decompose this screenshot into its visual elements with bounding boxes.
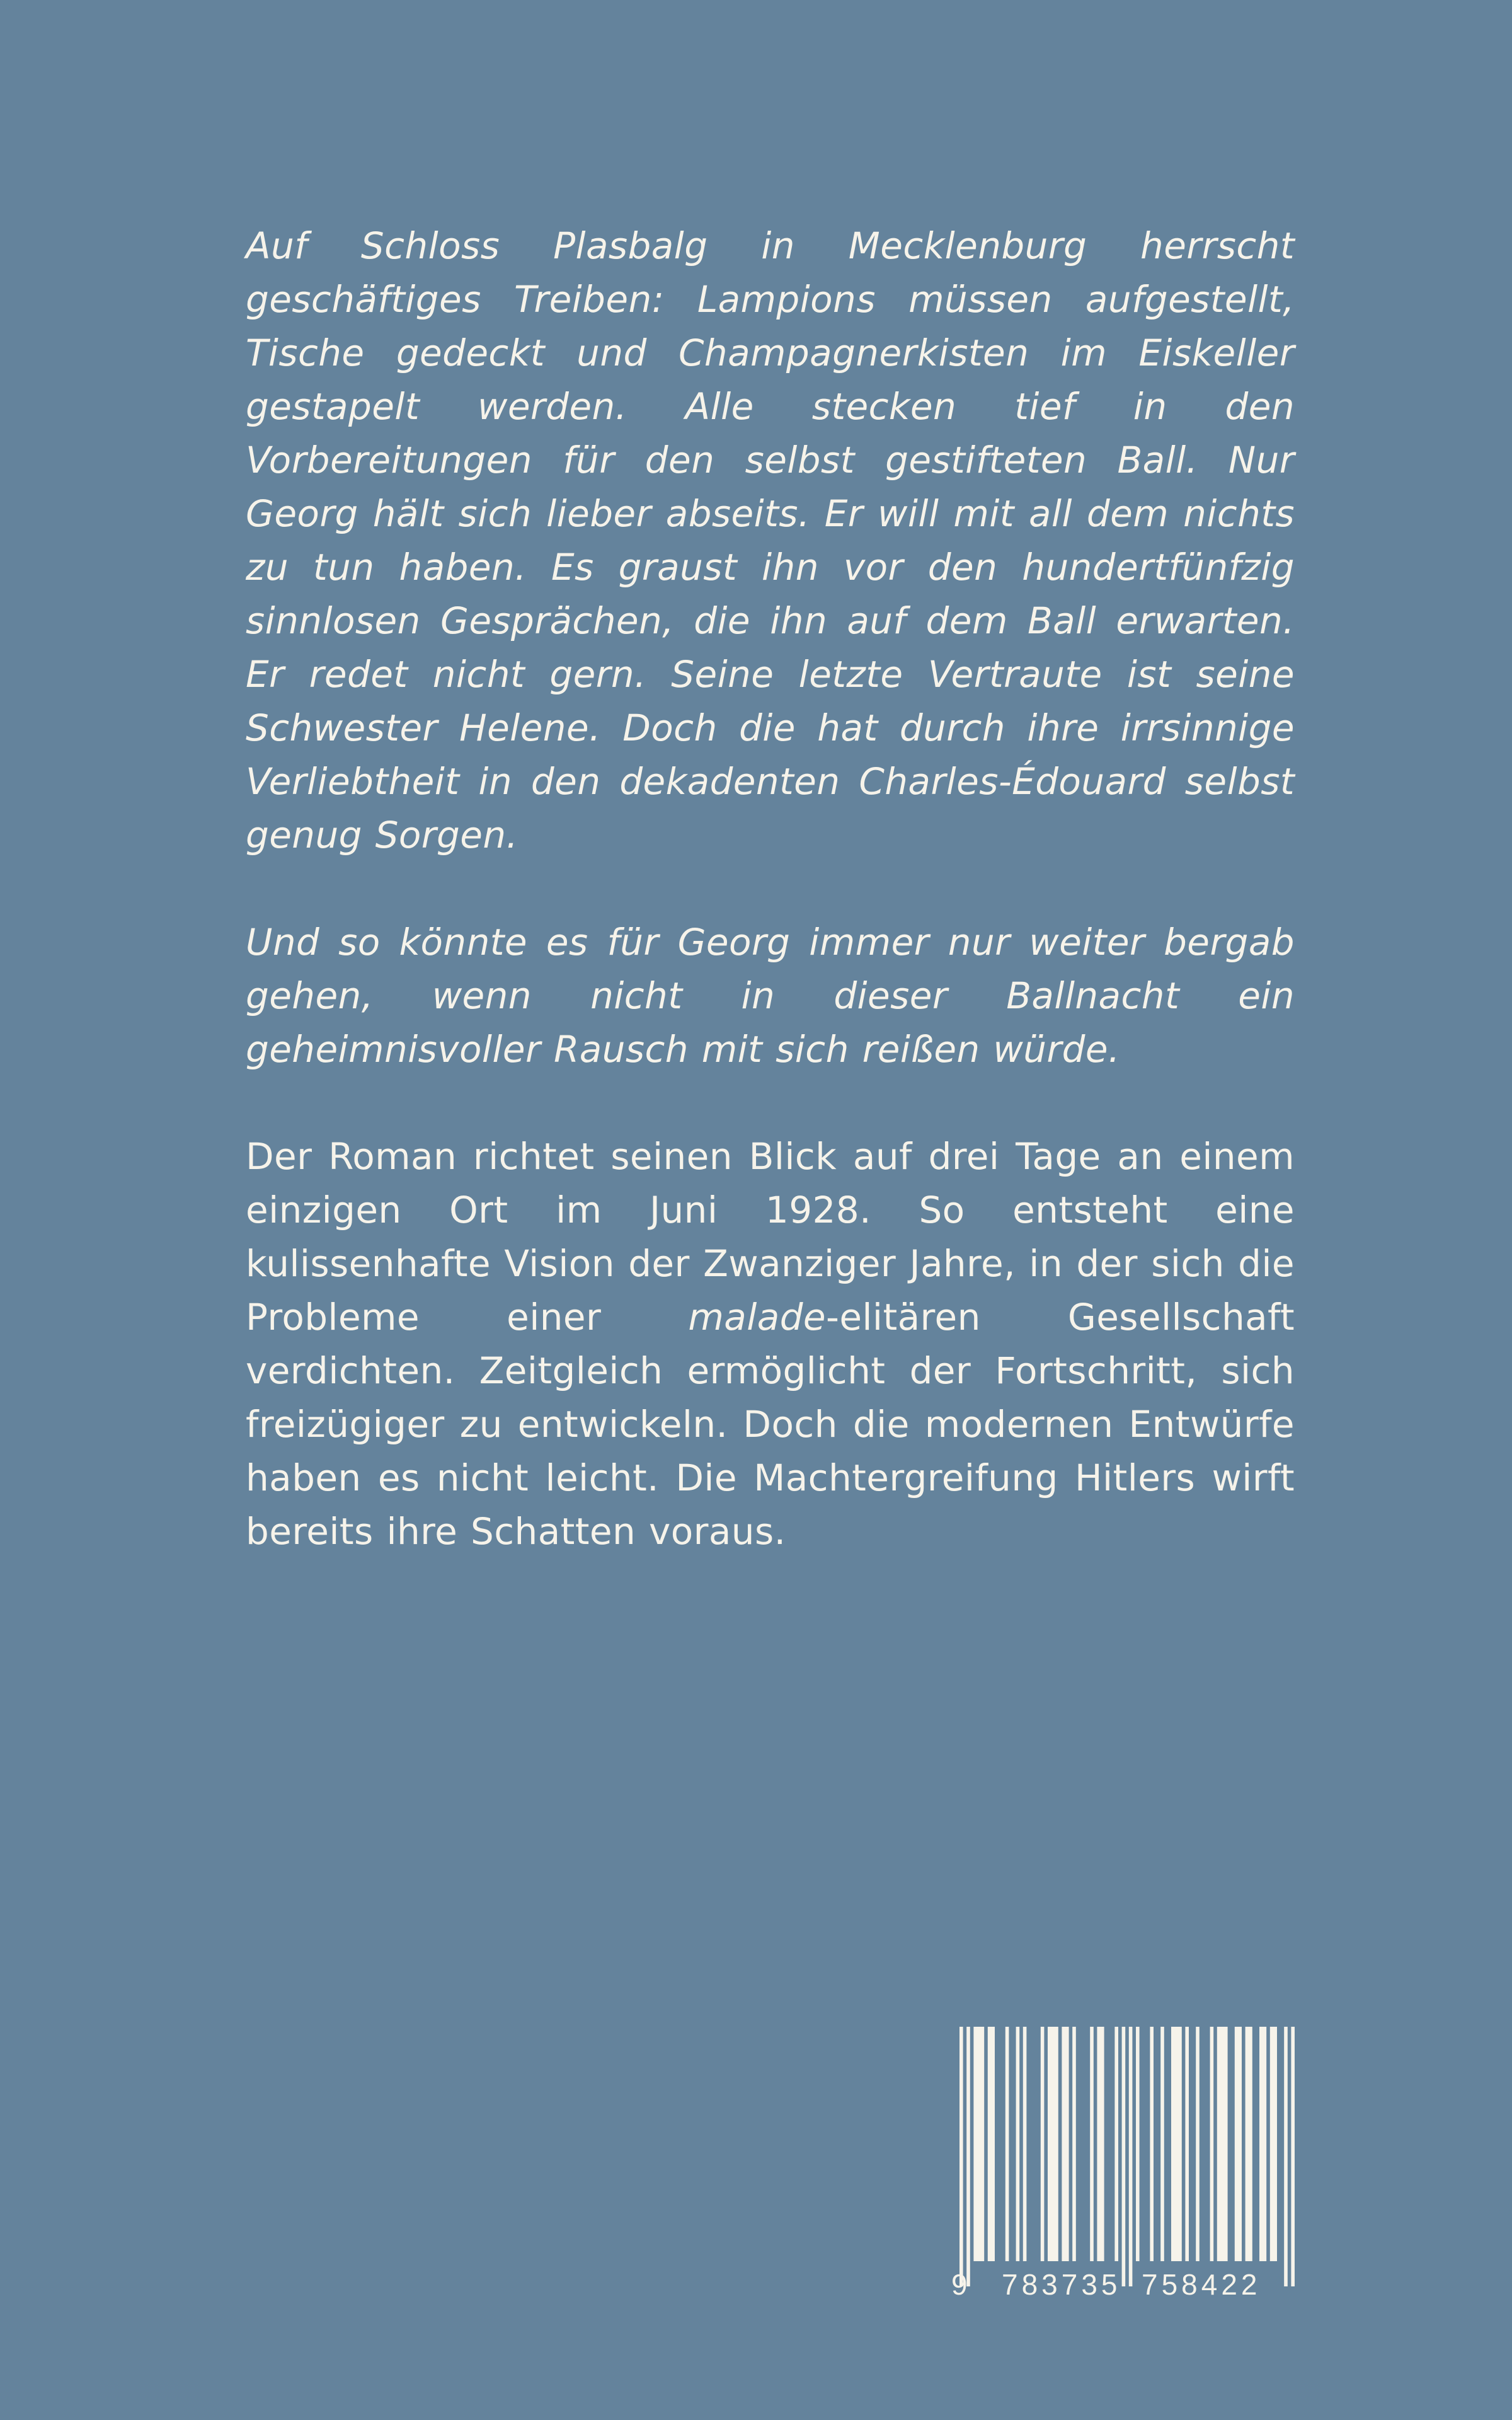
barcode-bar — [1005, 2027, 1009, 2261]
barcode-right-digits: 758422 — [1142, 2268, 1261, 2301]
barcode-bar — [1210, 2027, 1214, 2261]
blurb-paragraph-2: Und so könnte es für Georg immer nur weiter bergab gehen, wenn nicht in dieser Ballnacht ein geheimnisvoller Rausch mit sich reißen würde. — [246, 921, 1295, 1071]
barcode-bar — [1259, 2027, 1266, 2261]
blurb-emphasis: malade — [688, 1296, 826, 1339]
blurb-paragraph-1: Auf Schloss Plasbalg in Mecklenburg herrscht geschäftiges Treiben: Lampions müssen aufgestellt, Tische gedeckt und Champagnerkisten im Eiskeller gestapelt werden. Alle stecken tief in den Vorbereitungen für den selbst gestifteten Ball. Nur Georg hält sich lieber abseits. Er will mit all dem nichts zu tun haben. Es graust ihn vor den hundertfünfzig sinnlosen Gesprächen, die ihn auf dem Ball erwarten. Er redet nicht gern. Seine letzte Vertraute ist seine Schwester Helene. Doch die hat durch ihre irrsinnige Verliebtheit in den dekadenten Charles-Édouard selbst genug Sorgen. — [246, 224, 1295, 856]
isbn-barcode — [951, 2022, 1298, 2305]
barcode-bar — [1196, 2027, 1200, 2261]
barcode-bar — [1097, 2027, 1104, 2261]
barcode-lead-digit: 9 — [951, 2268, 968, 2301]
barcode-bar — [1270, 2027, 1277, 2261]
barcode-bar — [1062, 2027, 1068, 2261]
barcode-bar — [1016, 2027, 1020, 2261]
barcode-bar — [1136, 2027, 1140, 2261]
barcode-guard-bar — [1291, 2027, 1295, 2286]
barcode-bar — [988, 2027, 995, 2261]
barcode-guard-bar — [1284, 2027, 1288, 2286]
barcode-bar — [1041, 2027, 1045, 2261]
barcode-guard-bar — [1129, 2027, 1133, 2286]
barcode-bar — [1160, 2027, 1164, 2261]
barcode-graphic — [951, 2022, 1298, 2305]
barcode-bar — [1114, 2027, 1118, 2261]
blurb-paragraph-3-start: Der Roman richtet seinen Blick auf drei Tage an einem einzigen Ort im Juni 1928. So entsteht eine kulissenhafte Vision der Zwanziger Jahre, in der sich die Probleme einer — [246, 1135, 1295, 1339]
barcode-bar — [1235, 2027, 1242, 2261]
barcode-bar — [1246, 2027, 1252, 2261]
barcode-bar — [1150, 2027, 1154, 2261]
blurb-paragraph-3-end: -elitären Gesellschaft verdichten. Zeitgleich ermöglicht der Fortschritt, sich freizügiger zu entwickeln. Doch die modernen Entwürfe haben es nicht leicht. Die Machtergreifung Hitlers wirft bereits ihre Schatten voraus. — [246, 1296, 1295, 1553]
barcode-left-digits: 783735 — [1002, 2268, 1121, 2301]
back-cover-blurb — [246, 219, 1295, 1559]
barcode-bar — [1171, 2027, 1182, 2261]
barcode-guard-bar — [1122, 2027, 1126, 2286]
barcode-guard-bar — [959, 2027, 963, 2286]
barcode-bar — [1217, 2027, 1228, 2261]
blurb-paragraph-3 — [246, 1130, 1295, 1559]
barcode-bar — [973, 2027, 984, 2261]
barcode-bar — [1185, 2027, 1189, 2261]
barcode-bar — [1048, 2027, 1058, 2261]
barcode-guard-bar — [966, 2027, 970, 2286]
barcode-bar — [1023, 2027, 1027, 2261]
barcode-bar — [1072, 2027, 1076, 2261]
barcode-bar — [1090, 2027, 1094, 2261]
